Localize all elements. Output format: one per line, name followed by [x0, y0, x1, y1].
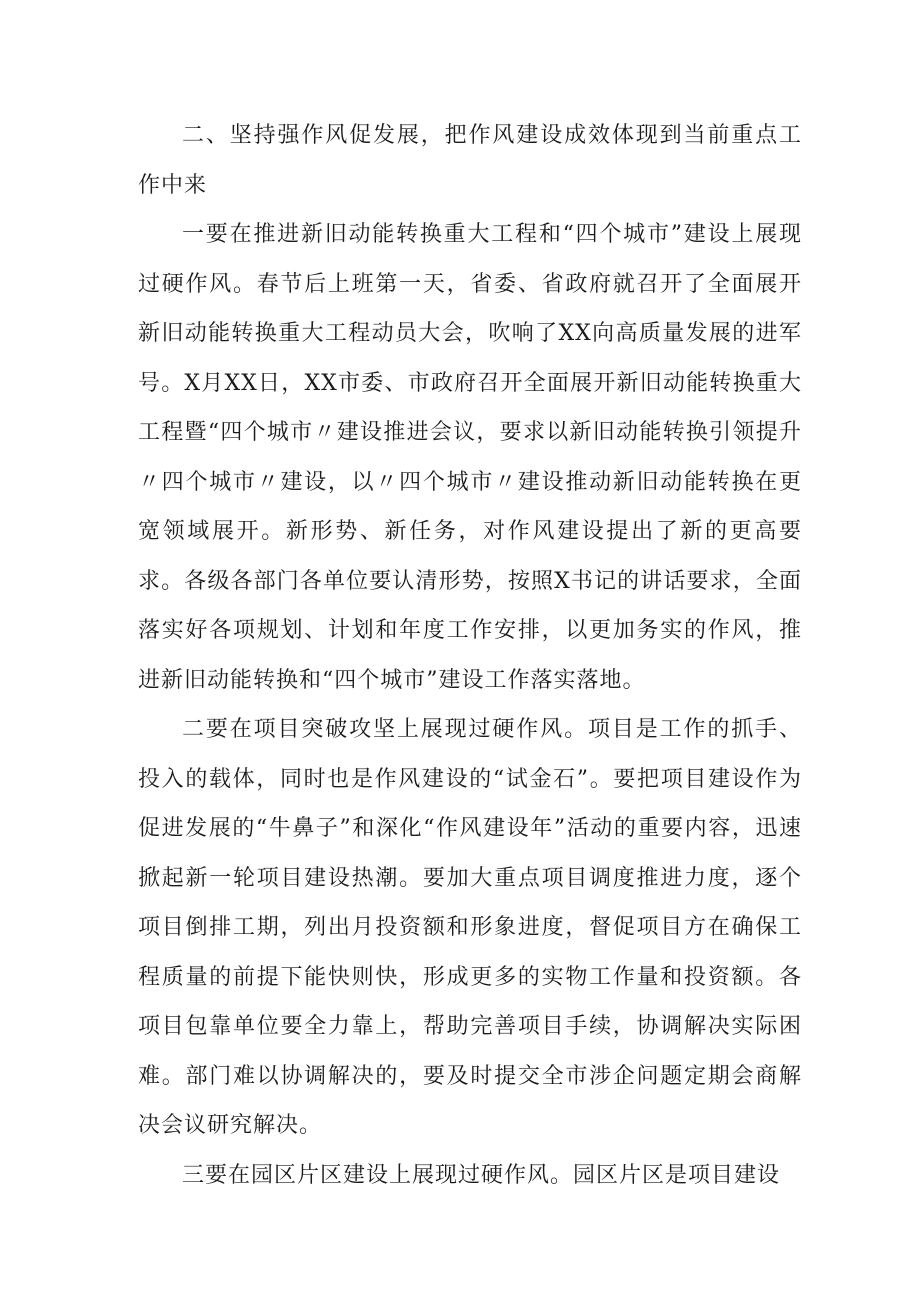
- body-paragraph-2: 二要在项目突破攻坚上展现过硬作风。项目是工作的抓手、投入的载体，同时也是作风建设的“试金石”。要把项目建设作为促进发展的“牛鼻子”和深化“作风建设年”活动的重要内容，迅速掀起新一轮项目建设热潮。要加大重点项目调度推进力度，逐个项目倒排工期，列出月投资额和形象进度，督促项目方在确保工程质量的前提下能快则快，形成更多的实物工作量和投资额。各项目包靠单位要全力靠上，帮助完善项目手续，协调解决实际困难。部门难以协调解决的，要及时提交全市涉企问题定期会商解决会议研究解决。: [138, 717, 802, 1138]
- section-heading-paragraph: 二、坚持强作风促发展，把作风建设成效体现到当前重点工作中来: [138, 123, 802, 198]
- document-body: [138, 111, 802, 1200]
- body-paragraph-1: 一要在推进新旧动能转换重大工程和“四个城市”建设上展现过硬作风。春节后上班第一天，省委、省政府就召开了全面展开新旧动能转换重大工程动员大会，吹响了XX向高质量发展的进军号。X月XX日，XX市委、市政府召开全面展开新旧动能转换重大工程暨“四个城市〃建设推进会议，要求以新旧动能转换引领提升〃四个城市〃建设，以〃四个城市〃建设推动新旧动能转换在更宽领域展开。新形势、新任务，对作风建设提出了新的更高要求。各级各部门各单位要认清形势，按照X书记的讲话要求，全面落实好各项规划、计划和年度工作安排，以更加务实的作风，推进新旧动能转换和“四个城市”建设工作落实落地。: [138, 222, 802, 693]
- body-paragraph-3: 三要在园区片区建设上展现过硬作风。园区片区是项目建设: [182, 1162, 781, 1188]
